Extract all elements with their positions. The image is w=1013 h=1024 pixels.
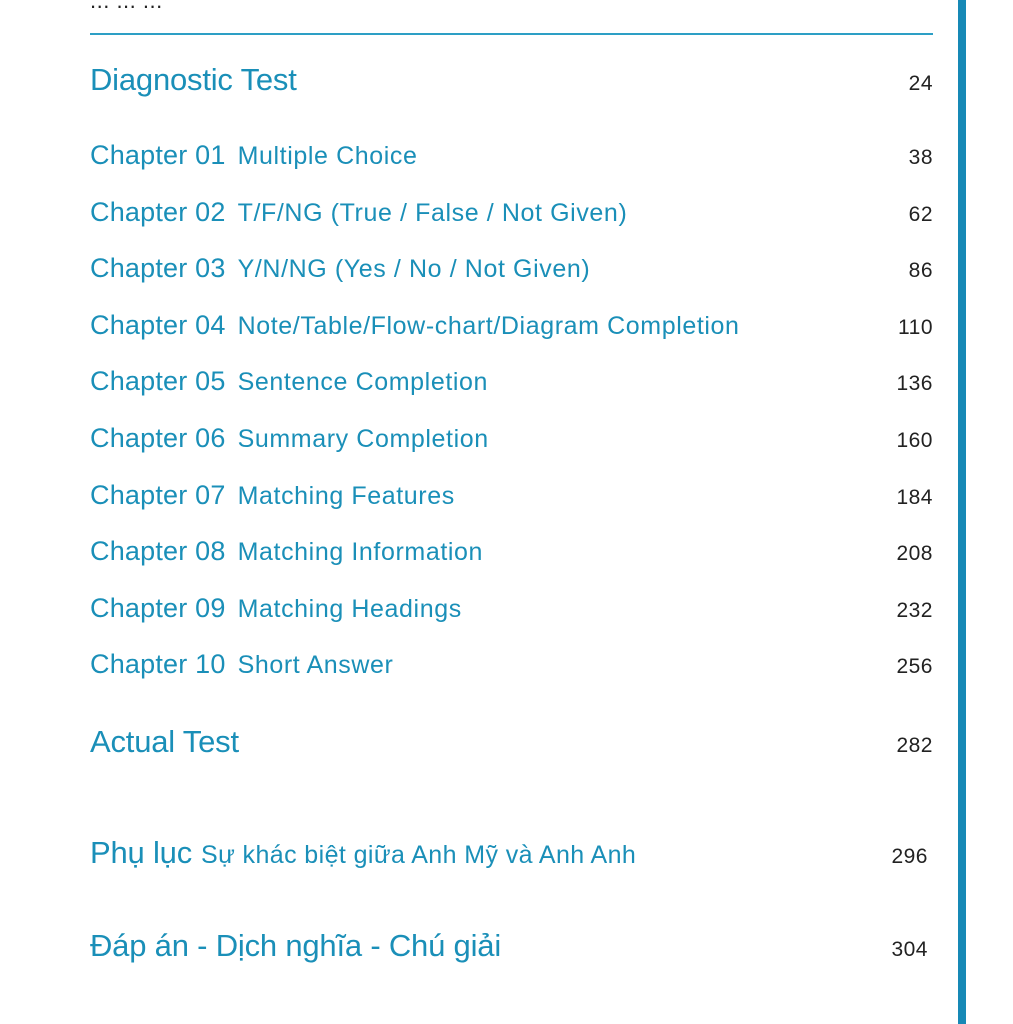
chapter-number: Chapter 06 xyxy=(90,423,226,453)
answers-page: 304 xyxy=(891,938,928,961)
toc-entry-chapter[interactable] xyxy=(90,366,933,397)
chapter-title: T/F/NG (True / False / Not Given) xyxy=(237,198,628,227)
chapter-page: 86 xyxy=(908,259,933,283)
toc-entry-chapter[interactable] xyxy=(90,310,933,341)
chapter-title: Sentence Completion xyxy=(237,368,489,397)
right-edge-bar xyxy=(958,0,966,1024)
chapter-number: Chapter 08 xyxy=(90,536,226,567)
chapter-page: 256 xyxy=(896,655,933,679)
chapter-title: Matching Headings xyxy=(237,594,462,623)
chapter-number: Chapter 04 xyxy=(90,309,226,340)
toc-entry-chapter[interactable] xyxy=(90,593,933,624)
toc-entry-chapter[interactable] xyxy=(90,480,933,511)
answers-title: Đáp án - Dịch nghĩa - Chú giải xyxy=(90,928,502,963)
top-divider xyxy=(90,33,933,35)
chapter-page: 208 xyxy=(896,542,933,566)
diagnostic-page: 24 xyxy=(908,72,933,95)
chapter-number: Chapter 03 xyxy=(90,253,226,284)
chapter-page: 62 xyxy=(908,202,933,226)
chapter-page: 110 xyxy=(898,315,933,339)
chapter-number: Chapter 01 xyxy=(90,140,226,170)
toc-entry-chapter[interactable] xyxy=(90,253,933,284)
chapter-title: Matching Information xyxy=(237,538,484,567)
appendix-title: Sự khác biệt giữa Anh Mỹ và Anh Anh xyxy=(201,841,637,869)
chapter-page: 160 xyxy=(896,429,933,452)
chapter-number: Chapter 02 xyxy=(90,196,226,227)
toc-entry-chapter[interactable] xyxy=(90,536,933,567)
toc-entry-chapter[interactable] xyxy=(90,649,933,680)
toc-entry-chapter[interactable] xyxy=(90,140,933,171)
chapter-number: Chapter 07 xyxy=(90,479,226,510)
chapter-title: Multiple Choice xyxy=(237,142,418,170)
chapter-page: 232 xyxy=(896,598,933,622)
actual-test-page: 282 xyxy=(896,734,933,757)
chapter-page: 184 xyxy=(896,485,933,509)
chapter-page: 38 xyxy=(908,146,933,169)
toc-entry-actual-test[interactable] xyxy=(90,724,933,760)
toc-entry-answers[interactable] xyxy=(90,928,928,964)
toc-entry-chapter[interactable] xyxy=(90,423,933,454)
diagnostic-title: Diagnostic Test xyxy=(90,62,297,97)
actual-test-title: Actual Test xyxy=(90,724,239,759)
toc-entry-diagnostic[interactable] xyxy=(90,62,933,98)
toc-entry-chapter[interactable] xyxy=(90,197,933,228)
chapter-title: Matching Features xyxy=(237,481,455,510)
chapter-title: Y/N/NG (Yes / No / Not Given) xyxy=(237,255,591,284)
chapter-title: Summary Completion xyxy=(237,425,489,453)
chapter-number: Chapter 09 xyxy=(90,592,226,623)
appendix-label: Phụ lục xyxy=(90,835,192,870)
chapter-title: Note/Table/Flow-chart/Diagram Completion xyxy=(237,311,740,340)
chapter-page: 136 xyxy=(896,372,933,396)
chapter-number: Chapter 05 xyxy=(90,366,226,397)
appendix-page: 296 xyxy=(891,845,928,868)
top-text-fragment: ... ... ... xyxy=(90,0,163,13)
chapter-number: Chapter 10 xyxy=(90,649,226,680)
toc-entry-appendix[interactable] xyxy=(90,835,928,871)
chapter-title: Short Answer xyxy=(237,651,394,680)
